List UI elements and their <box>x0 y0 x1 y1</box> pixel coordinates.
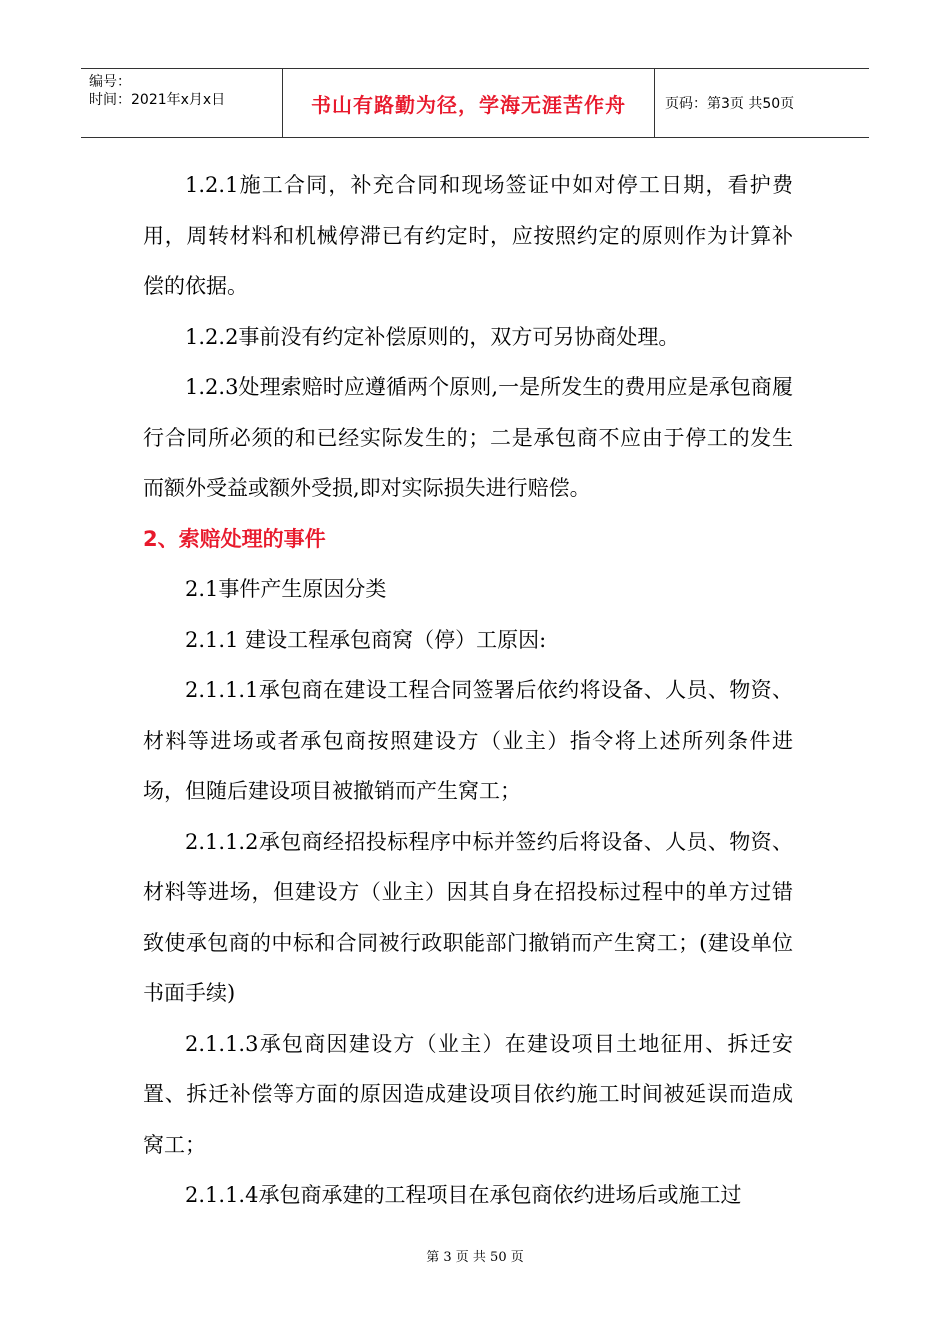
doc-number-label: 编号： <box>89 74 131 90</box>
document-body <box>143 160 793 1221</box>
section-heading-2: 2、索赔处理的事件 <box>143 526 326 551</box>
doc-time-label: 时间：2021年x月x日 <box>89 92 226 108</box>
paragraph-2-1-1-1: 2.1.1.1承包商在建设工程合同签署后依约将设备、人员、物资、材料等进场或者承包商按照建设方（业主）指令将上述所列条件进场，但随后建设项目被撤销而产生窝工； <box>143 678 793 803</box>
paragraph-1-2-3: 1.2.3处理索赔时应遵循两个原则,一是所发生的费用应是承包商履行合同所必须的和已经实际发生的；二是承包商不应由于停工的发生而额外受益或额外受损,即对实际损失进行赔偿。 <box>143 375 793 500</box>
paragraph-1-2-2: 1.2.2事前没有约定补偿原则的，双方可另协商处理。 <box>185 324 680 349</box>
paragraph-2-1-1-3: 2.1.1.3承包商因建设方（业主）在建设项目土地征用、拆迁安置、拆迁补偿等方面的原因造成建设项目依约施工时间被延误而造成窝工； <box>143 1031 793 1157</box>
page-footer: 第 3 页 共 50 页 <box>426 1250 524 1265</box>
paragraph-2-1-1: 2.1.1 建设工程承包商窝（停）工原因: <box>185 627 547 652</box>
paragraph-2-1-1-4: 2.1.1.4承包商承建的工程项目在承包商依约进场后或施工过 <box>185 1183 742 1207</box>
header-page-info: 页码：第3页 共50页 <box>665 96 795 112</box>
paragraph-2-1: 2.1事件产生原因分类 <box>185 577 387 601</box>
header-motto: 书山有路勤为径，学海无涯苦作舟 <box>283 69 655 137</box>
paragraph-1-2-1: 1.2.1施工合同，补充合同和现场签证中如对停工日期，看护费用，周转材料和机械停滞已有约定时，应按照约定的原则作为计算补偿的依据。 <box>143 173 793 298</box>
page-header <box>81 68 869 138</box>
header-meta <box>81 69 283 137</box>
paragraph-2-1-1-2: 2.1.1.2承包商经招投标程序中标并签约后将设备、人员、物资、材料等进场，但建设方（业主）因其自身在招投标过程中的单方过错致使承包商的中标和合同被行政职能部门撤销而产生窝工；(建设单位书面手续) <box>143 829 793 1005</box>
